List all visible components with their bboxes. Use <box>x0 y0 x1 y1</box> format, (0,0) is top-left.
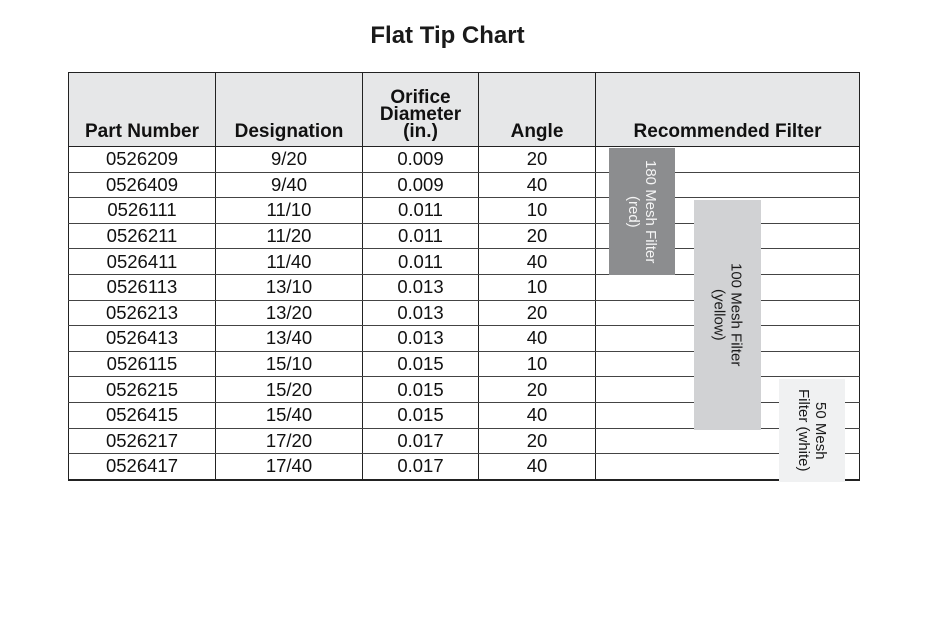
cell-designation: 13/20 <box>216 300 363 326</box>
cell-part-number: 0526215 <box>69 377 216 403</box>
filter-100-mesh-bar <box>694 200 761 430</box>
cell-part-number: 0526115 <box>69 351 216 377</box>
cell-angle: 40 <box>479 249 596 275</box>
page-title: Flat Tip Chart <box>370 22 525 49</box>
cell-part-number: 0526409 <box>69 172 216 198</box>
filter-100-color: (yellow) <box>710 289 728 341</box>
cell-angle: 20 <box>479 147 596 173</box>
cell-part-number: 0526209 <box>69 147 216 173</box>
cell-angle: 20 <box>479 428 596 454</box>
cell-part-number: 0526111 <box>69 198 216 224</box>
header-part-number: Part Number <box>69 73 216 147</box>
cell-angle: 40 <box>479 172 596 198</box>
cell-designation: 15/10 <box>216 351 363 377</box>
cell-angle: 40 <box>479 326 596 352</box>
cell-angle: 20 <box>479 223 596 249</box>
cell-orifice-diameter: 0.013 <box>363 326 479 352</box>
cell-angle: 40 <box>479 454 596 480</box>
cell-part-number: 0526113 <box>69 274 216 300</box>
cell-orifice-diameter: 0.011 <box>363 249 479 275</box>
filter-180-color: (red) <box>625 195 642 228</box>
table-row <box>69 147 860 173</box>
filter-50-label: 50 Mesh <box>812 401 829 460</box>
cell-part-number: 0526411 <box>69 249 216 275</box>
filter-100-label: 100 Mesh Filter <box>727 263 745 367</box>
cell-designation: 9/40 <box>216 172 363 198</box>
cell-orifice-diameter: 0.017 <box>363 428 479 454</box>
cell-orifice-diameter: 0.015 <box>363 402 479 428</box>
cell-designation: 17/20 <box>216 428 363 454</box>
cell-angle: 20 <box>479 377 596 403</box>
cell-angle: 40 <box>479 402 596 428</box>
cell-orifice-diameter: 0.011 <box>363 198 479 224</box>
table-row <box>69 454 860 480</box>
header-orifice-line2: Diameter <box>379 104 462 125</box>
cell-orifice-diameter: 0.017 <box>363 454 479 480</box>
cell-part-number: 0526415 <box>69 402 216 428</box>
cell-designation: 15/40 <box>216 402 363 428</box>
table-row <box>69 172 860 198</box>
cell-designation: 9/20 <box>216 147 363 173</box>
cell-designation: 11/10 <box>216 198 363 224</box>
cell-part-number: 0526413 <box>69 326 216 352</box>
cell-designation: 13/40 <box>216 326 363 352</box>
table-header-row <box>69 73 860 147</box>
cell-angle: 10 <box>479 198 596 224</box>
cell-angle: 10 <box>479 274 596 300</box>
header-designation: Designation <box>216 73 363 147</box>
header-recommended-filter: Recommended Filter <box>596 73 860 147</box>
cell-orifice-diameter: 0.015 <box>363 377 479 403</box>
cell-part-number: 0526213 <box>69 300 216 326</box>
cell-angle: 20 <box>479 300 596 326</box>
cell-part-number: 0526417 <box>69 454 216 480</box>
header-angle: Angle <box>479 73 596 147</box>
header-orifice-line1: Orifice <box>390 87 451 108</box>
cell-designation: 13/10 <box>216 274 363 300</box>
filter-50-mesh-bar <box>779 379 845 482</box>
cell-orifice-diameter: 0.009 <box>363 172 479 198</box>
table-row <box>69 428 860 454</box>
filter-180-label: 180 Mesh Filter <box>642 159 659 264</box>
header-orifice-line3: (in.) <box>403 121 438 142</box>
cell-designation: 11/40 <box>216 249 363 275</box>
cell-designation: 11/20 <box>216 223 363 249</box>
cell-orifice-diameter: 0.011 <box>363 223 479 249</box>
cell-orifice-diameter: 0.013 <box>363 274 479 300</box>
cell-angle: 10 <box>479 351 596 377</box>
header-orifice-diameter <box>363 73 479 147</box>
cell-designation: 17/40 <box>216 454 363 480</box>
cell-part-number: 0526217 <box>69 428 216 454</box>
cell-part-number: 0526211 <box>69 223 216 249</box>
cell-orifice-diameter: 0.015 <box>363 351 479 377</box>
cell-orifice-diameter: 0.009 <box>363 147 479 173</box>
filter-180-mesh-bar <box>609 148 675 275</box>
filter-50-color: Filter (white) <box>795 389 812 472</box>
cell-designation: 15/20 <box>216 377 363 403</box>
cell-orifice-diameter: 0.013 <box>363 300 479 326</box>
